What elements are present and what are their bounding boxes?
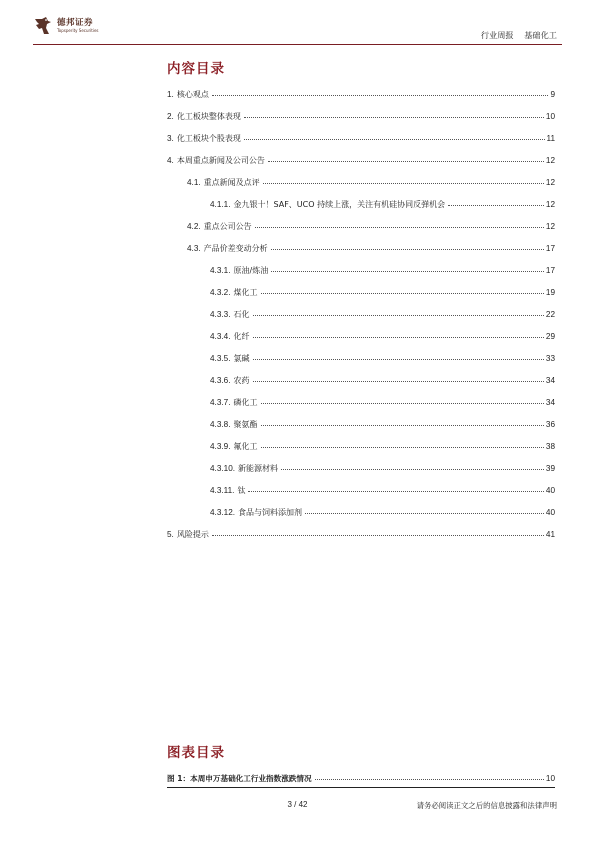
toc-entry-label: 化纤 xyxy=(233,332,250,341)
toc-entry-number: 4.3.10. xyxy=(210,464,236,473)
toc-entry-number: 4.3.12. xyxy=(210,508,236,517)
toc-entry-label: 重点新闻及点评 xyxy=(203,178,260,187)
toc-entry[interactable] xyxy=(210,353,555,365)
toc-entry-label: 化工板块整体表现 xyxy=(176,112,241,121)
toc-leader-dots xyxy=(253,315,544,316)
logo-english-name: Topsperity Securities xyxy=(57,28,99,34)
toc-leader-dots xyxy=(281,469,544,470)
toc-entry-page: 34 xyxy=(545,398,555,407)
toc-entry-page: 12 xyxy=(545,178,555,187)
toc-entry[interactable] xyxy=(210,419,555,431)
toc-entry-label: 石化 xyxy=(233,310,250,319)
toc-leader-dots xyxy=(253,359,544,360)
industry-name: 基础化工 xyxy=(524,30,557,40)
toc-leader-dots xyxy=(261,447,544,448)
toc-entry[interactable] xyxy=(167,155,555,167)
toc-entry-label: 金九银十！SAF、UCO 持续上涨，关注有机硅协同反弹机会 xyxy=(233,200,446,209)
toc-entry-page: 17 xyxy=(545,244,555,253)
toc-leader-dots xyxy=(261,293,544,294)
toc-entry-page: 10 xyxy=(545,112,555,121)
figure-list-item[interactable] xyxy=(167,773,555,785)
toc-entry-number: 4.3.4. xyxy=(210,332,231,341)
toc-entry-number: 4.1. xyxy=(187,178,201,187)
toc-entry[interactable] xyxy=(210,265,555,277)
toc-leader-dots xyxy=(244,139,545,140)
header-tags xyxy=(481,30,557,41)
toc-entry-label: 化工板块个股表现 xyxy=(176,134,241,143)
toc-leader-dots xyxy=(263,183,544,184)
toc-entry-page: 9 xyxy=(550,90,555,99)
toc-entry-page: 40 xyxy=(545,486,555,495)
toc-leader-dots xyxy=(212,535,544,536)
toc-entry-label: 风险提示 xyxy=(176,530,209,539)
toc-leader-dots xyxy=(448,205,544,206)
toc-entry-page: 11 xyxy=(546,134,555,143)
toc-leader-dots xyxy=(261,403,544,404)
toc-entry-number: 3. xyxy=(167,134,174,143)
toc-entry[interactable] xyxy=(187,221,555,233)
toc-entry[interactable] xyxy=(167,529,555,541)
toc-title: 内容目录 xyxy=(167,61,225,77)
toc-entry-page: 22 xyxy=(545,310,555,319)
toc-entry-page: 12 xyxy=(545,222,555,231)
toc-entry-page: 17 xyxy=(545,266,555,275)
toc-entry-number: 4.3.6. xyxy=(210,376,231,385)
toc-entry[interactable] xyxy=(210,441,555,453)
page-number: 3 / 42 xyxy=(287,800,308,809)
toc-entry-page: 36 xyxy=(545,420,555,429)
toc-entry-label: 煤化工 xyxy=(233,288,258,297)
toc-entry-label: 磷化工 xyxy=(233,398,258,407)
toc-entry-label: 氯碱 xyxy=(233,354,250,363)
toc-entry-label: 原油/炼油 xyxy=(233,266,269,275)
toc-entry-number: 4.3.5. xyxy=(210,354,231,363)
toc-entry-number: 4.3.1. xyxy=(210,266,231,275)
toc-entry-label: 钛 xyxy=(237,486,246,495)
toc-entry-number: 5. xyxy=(167,530,174,539)
toc-entry-number: 4.3.2. xyxy=(210,288,231,297)
toc-leader-dots xyxy=(255,227,544,228)
toc-leader-dots xyxy=(253,381,544,382)
toc-entry-number: 4.3. xyxy=(187,244,201,253)
toc-leader-dots xyxy=(261,425,544,426)
toc-entry-page: 38 xyxy=(545,442,555,451)
toc-entry[interactable] xyxy=(167,111,555,123)
company-logo xyxy=(33,15,99,37)
toc-entry-label: 本周重点新闻及公司公告 xyxy=(176,156,265,165)
figure-underline xyxy=(167,787,555,788)
toc-entry[interactable] xyxy=(210,375,555,387)
toc-entry[interactable] xyxy=(167,133,555,145)
toc-entry[interactable] xyxy=(187,177,555,189)
toc-entry[interactable] xyxy=(167,89,555,101)
toc-entry-number: 4.3.8. xyxy=(210,420,231,429)
toc-entry-page: 41 xyxy=(545,530,555,539)
toc-entry-page: 39 xyxy=(545,464,555,473)
toc-entry-number: 1. xyxy=(167,90,174,99)
toc-entry-number: 4.2. xyxy=(187,222,201,231)
toc-entry-number: 4.3.7. xyxy=(210,398,231,407)
figure-page: 10 xyxy=(545,774,555,783)
toc-entry-label: 产品价差变动分析 xyxy=(203,244,268,253)
figures-title: 图表目录 xyxy=(167,745,225,761)
toc-leader-dots xyxy=(315,779,544,780)
toc-entry-number: 4.3.11. xyxy=(210,486,235,495)
toc-entry-page: 34 xyxy=(545,376,555,385)
toc-leader-dots xyxy=(253,337,544,338)
document-type: 行业周报 xyxy=(480,30,514,40)
toc-entry-number: 4. xyxy=(167,156,174,165)
logo-chinese-name: 德邦证券 xyxy=(57,17,94,28)
toc-entry-page: 33 xyxy=(545,354,555,363)
toc-entry[interactable] xyxy=(210,463,555,475)
toc-leader-dots xyxy=(271,249,544,250)
toc-leader-dots xyxy=(305,513,544,514)
toc-entry-page: 12 xyxy=(545,200,555,209)
toc-entry-number: 4.1.1. xyxy=(210,200,231,209)
figure-label: 图 1：本周申万基础化工行业指数涨跌情况 xyxy=(167,774,312,783)
toc-entry-number: 4.3.9. xyxy=(210,442,231,451)
toc-entry[interactable] xyxy=(210,309,555,321)
toc-leader-dots xyxy=(268,161,544,162)
disclaimer-note: 请务必阅读正文之后的信息披露和法律声明 xyxy=(416,801,557,810)
toc-leader-dots xyxy=(271,271,544,272)
toc-entry-page: 12 xyxy=(545,156,555,165)
toc-entry-page: 19 xyxy=(545,288,555,297)
toc-entry-page: 29 xyxy=(545,332,555,341)
toc-entry[interactable] xyxy=(210,199,555,211)
toc-leader-dots xyxy=(244,117,544,118)
toc-entry[interactable] xyxy=(210,485,555,497)
toc-entry-label: 农药 xyxy=(233,376,250,385)
toc-entry[interactable] xyxy=(210,287,555,299)
toc-entry-label: 聚氨酯 xyxy=(233,420,258,429)
toc-entry-number: 4.3.3. xyxy=(210,310,231,319)
toc-entry-label: 重点公司公告 xyxy=(203,222,252,231)
toc-entry-page: 40 xyxy=(545,508,555,517)
header-divider xyxy=(33,44,562,45)
dragon-logo-icon xyxy=(33,16,53,36)
toc-entry-label: 新能源材料 xyxy=(238,464,279,473)
toc-entry[interactable] xyxy=(187,243,555,255)
toc-entry-label: 食品与饲料添加剂 xyxy=(238,508,303,517)
toc-entry[interactable] xyxy=(210,331,555,343)
toc-entry[interactable] xyxy=(210,507,555,519)
toc-entry-number: 2. xyxy=(167,112,174,121)
toc-entry-label: 氟化工 xyxy=(233,442,258,451)
toc-leader-dots xyxy=(212,95,549,96)
toc-entry[interactable] xyxy=(210,397,555,409)
toc-entry-label: 核心观点 xyxy=(176,90,209,99)
toc-leader-dots xyxy=(248,491,543,492)
